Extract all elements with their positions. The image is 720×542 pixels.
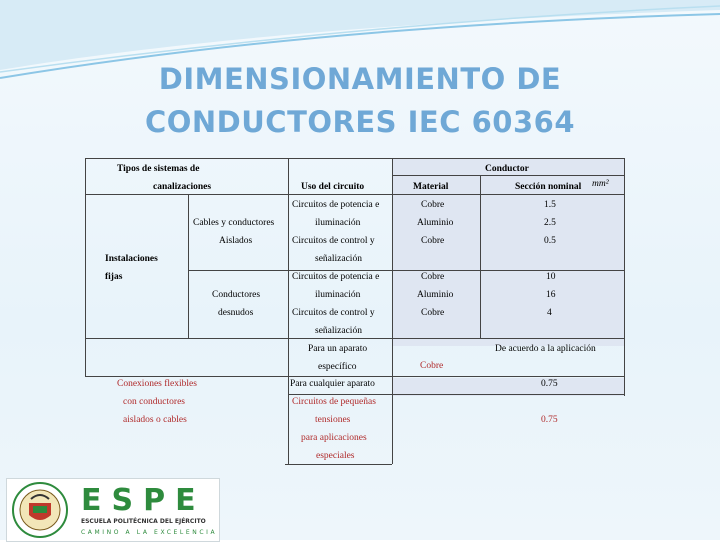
espe-logo xyxy=(6,478,220,542)
use-control-signal-2: señalización xyxy=(315,254,362,264)
material-copper: Cobre xyxy=(421,272,445,282)
use-specific-device-2: específico xyxy=(318,362,357,372)
espe-subtitle: ESCUELA POLITÉCNICA DEL EJÉRCITO xyxy=(81,518,206,525)
use-power-lighting-1: Circuitos de potencia e xyxy=(292,200,380,210)
use-control-signal-2: señalización xyxy=(315,326,362,336)
rule-right xyxy=(624,158,625,396)
rule-fixed-mid xyxy=(188,270,625,271)
university-seal-icon xyxy=(11,481,69,539)
header-canalizations: canalizaciones xyxy=(153,182,212,192)
section-value: 0.5 xyxy=(544,236,556,246)
material-aluminium: Aluminio xyxy=(417,290,454,300)
subgroup-insulated-2: Aislados xyxy=(219,236,253,246)
flex-group-3: aislados o cables xyxy=(123,415,187,425)
material-aluminium: Aluminio xyxy=(417,218,454,228)
conductor-table xyxy=(85,158,625,466)
use-specific-device-1: Para un aparato xyxy=(308,344,368,354)
use-low-voltage-4: especiales xyxy=(316,451,355,461)
header-system-types: Tipos de sistemas de xyxy=(117,164,200,174)
section-value: 4 xyxy=(547,308,552,318)
group-fixed: fijas xyxy=(105,272,123,282)
use-power-lighting-1: Circuitos de potencia e xyxy=(292,272,380,282)
rule-header-bottom xyxy=(85,194,625,195)
use-power-lighting-2: iluminación xyxy=(315,218,361,228)
rule-bottom xyxy=(285,464,392,465)
rule-use xyxy=(288,158,289,464)
rule-section xyxy=(480,175,481,338)
use-power-lighting-2: iluminación xyxy=(315,290,361,300)
header-unit: mm² xyxy=(592,179,609,189)
slide-title xyxy=(40,58,680,144)
header-use: Uso del circuito xyxy=(301,182,365,192)
material-copper: Cobre xyxy=(421,236,445,246)
use-any-device: Para cualquier aparato xyxy=(290,379,375,389)
rule-material xyxy=(392,158,393,464)
rule-left xyxy=(85,158,86,376)
section-value: 2.5 xyxy=(544,218,556,228)
header-material: Material xyxy=(413,182,449,192)
section-value: 0.75 xyxy=(541,415,558,425)
espe-letters: ESPE xyxy=(81,483,206,518)
title-line-2: CONDUCTORES IEC 60364 xyxy=(144,105,576,139)
rule-top xyxy=(85,158,625,159)
rule-under-conductor xyxy=(392,175,625,176)
rule-flex-b xyxy=(288,394,625,395)
section-per-application: De acuerdo a la aplicación xyxy=(495,344,596,354)
section-value: 0.75 xyxy=(541,379,558,389)
material-copper: Cobre xyxy=(421,200,445,210)
espe-motto: CAMINO A LA EXCELENCIA xyxy=(81,529,218,536)
flex-group-1: Conexiones flexibles xyxy=(117,379,197,389)
title-line-1: DIMENSIONAMIENTO DE xyxy=(158,62,562,96)
rule-fixed-bottom xyxy=(85,338,625,339)
use-low-voltage-1: Circuitos de pequeñas xyxy=(292,397,376,407)
group-installations: Instalaciones xyxy=(105,254,158,264)
flex-group-2: con conductores xyxy=(123,397,185,407)
header-conductor: Conductor xyxy=(485,164,529,174)
subgroup-bare-1: Conductores xyxy=(212,290,261,300)
flex-material-copper: Cobre xyxy=(420,361,444,371)
rule-subgroup xyxy=(188,194,189,338)
section-value: 10 xyxy=(546,272,556,282)
material-copper: Cobre xyxy=(421,308,445,318)
section-value: 16 xyxy=(546,290,556,300)
section-value: 1.5 xyxy=(544,200,556,210)
use-low-voltage-2: tensiones xyxy=(315,415,351,425)
subgroup-bare-2: desnudos xyxy=(218,308,254,318)
header-section: Sección nominal xyxy=(515,182,582,192)
use-control-signal-1: Circuitos de control y xyxy=(292,308,375,318)
use-low-voltage-3: para aplicaciones xyxy=(301,433,367,443)
use-control-signal-1: Circuitos de control y xyxy=(292,236,375,246)
rule-flex-a xyxy=(85,376,625,377)
subgroup-insulated-1: Cables y conductores xyxy=(193,218,275,228)
